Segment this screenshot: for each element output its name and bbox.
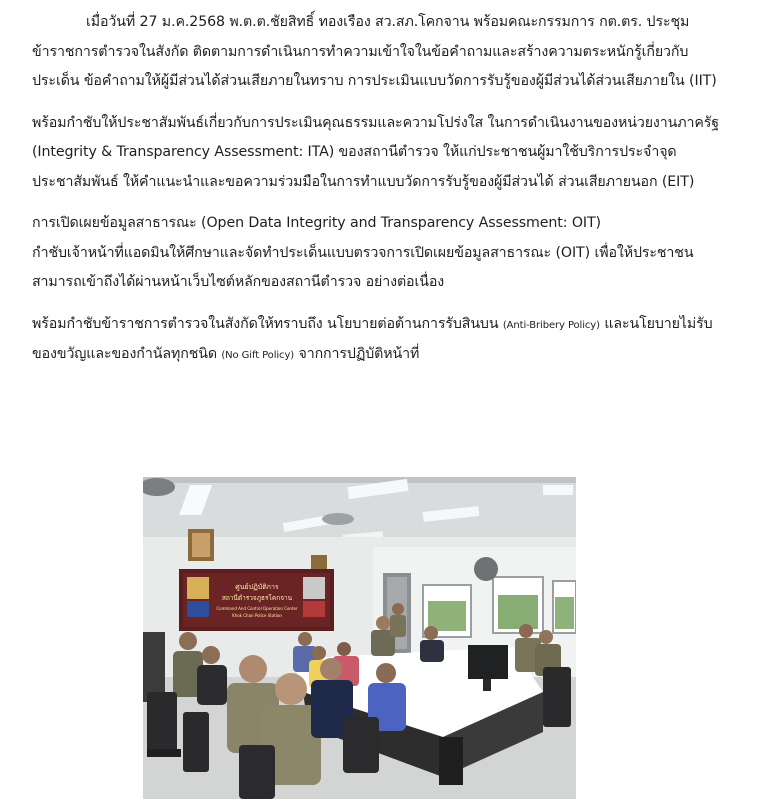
text-span: ของขวัญและของกำนัลทุกชนิด — [32, 346, 222, 362]
paragraph-ita — [32, 109, 744, 198]
text-line — [32, 340, 744, 371]
english-term: (No Gift Policy) — [221, 350, 295, 361]
text-span: และนโยบายไม่รับ — [599, 315, 713, 332]
paragraph-oit — [32, 209, 744, 298]
text-span: จากการปฏิบัติหน้าที่ — [294, 346, 420, 362]
article-body — [32, 8, 744, 383]
sign-text: Command And Control Operation Center — [216, 606, 298, 611]
text-line: ประชาสัมพันธ์ ให้คำแนะนำและขอความร่วมมือในการทำแบบวัดการรับรู้ของผู้มีส่วนได้ ส่วนเสียภายนอก (EIT) — [32, 173, 695, 190]
text-line: พร้อมกำชับให้ประชาสัมพันธ์เกี่ยวกับการประเมินคุณธรรมและความโปร่งใส ในการดำเนินงานของหน่วยงานภาครัฐ — [32, 114, 719, 131]
sign-text: สถานีตำรวจภูธรโคกจาน — [221, 594, 293, 602]
sign-text: ศูนย์ปฏิบัติการ — [235, 583, 279, 591]
text-line: ประเด็น ข้อคำถามให้ผู้มีส่วนได้ส่วนเสียภายในทราบ การประเมินแบบวัดการรับรู้ของผู้มีส่วนได้ส่วนเสียภายใน (IIT) — [32, 73, 717, 89]
english-term: (Anti-Bribery Policy) — [502, 319, 600, 331]
paragraph-meeting — [32, 8, 744, 97]
text-line: สามารถเข้าถึงได้ผ่านหน้าเว็บไซต์หลักของสถานีตำรวจ อย่างต่อเนื่อง — [32, 274, 445, 290]
paragraph-policy — [32, 310, 744, 371]
text-span: พร้อมกำชับข้าราชการตำรวจในสังกัดให้ทราบถึง นโยบายต่อต้านการรับสินบน — [32, 315, 503, 332]
text-line: เมื่อวันที่ 27 ม.ค.2568 พ.ต.ต.ชัยสิทธิ์ ทองเรือง สว.สภ.โคกจาน พร้อมคณะกรรมการ กต.ตร. ประชุม — [86, 14, 690, 30]
text-line: กำชับเจ้าหน้าที่แอดมินให้ศึกษาและจัดทำประเด็นแบบตรวจการเปิดเผยข้อมูลสาธารณะ (OIT) เพื่อให้ประชาชน — [32, 244, 694, 261]
sign-text: Khok Chan Police Station — [232, 613, 282, 618]
text-line: การเปิดเผยข้อมูลสาธารณะ (Open Data Integrity and Transparency Assessment: OIT) — [32, 215, 601, 231]
meeting-photo — [143, 477, 576, 799]
text-line — [32, 310, 744, 341]
text-line: ข้าราชการตำรวจในสังกัด ติดตามการดำเนินการทำความเข้าใจในข้อคำถามและสร้างความตระหนักรู้เกี่ยวกับ — [32, 43, 689, 60]
text-line: (Integrity & Transparency Assessment: ITA) ของสถานีตำรวจ ให้แก่ประชาชนผู้มาใช้บริการประจำจุด — [32, 144, 677, 160]
